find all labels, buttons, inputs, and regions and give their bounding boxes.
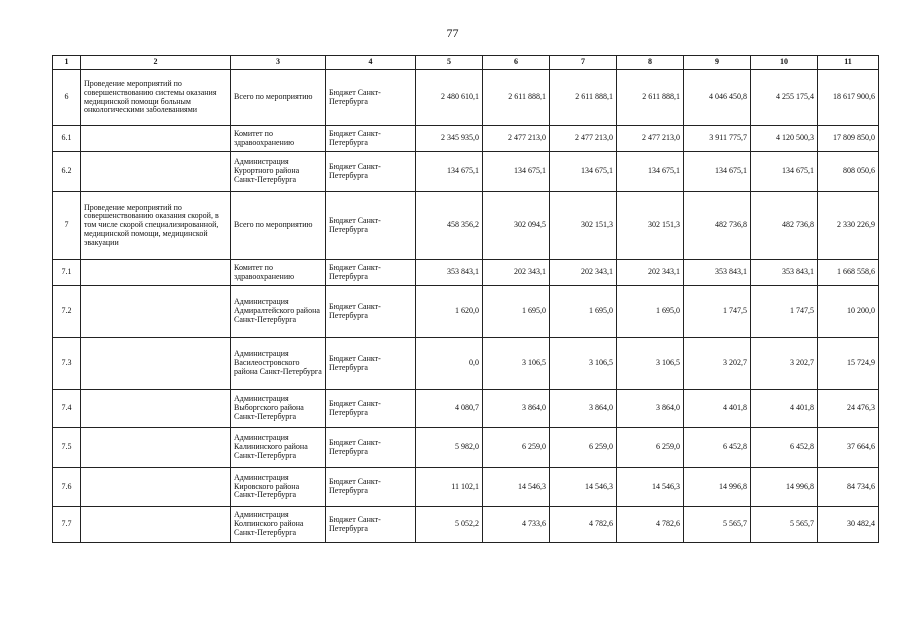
table-row — [53, 468, 879, 507]
amount-col-5: 5 982,0 — [416, 428, 483, 468]
amount-col-6: 2 477 213,0 — [483, 126, 550, 152]
executor: Администрация Кировского района Санкт-Петербурга — [231, 468, 326, 507]
amount-col-10: 4 401,8 — [751, 390, 818, 428]
amount-col-9: 4 046 450,8 — [684, 70, 751, 126]
budget-table — [52, 55, 879, 543]
amount-col-5: 4 080,7 — [416, 390, 483, 428]
table-row — [53, 428, 879, 468]
amount-col-7: 134 675,1 — [550, 152, 617, 192]
column-header: 7 — [550, 56, 617, 70]
amount-total: 17 809 850,0 — [818, 126, 879, 152]
activity-description: Проведение мероприятий по совершенствованию оказания скорой, в том числе скорой специализированной, медицинской помощи, медицинской эвакуации — [81, 192, 231, 260]
amount-col-6: 134 675,1 — [483, 152, 550, 192]
amount-col-10: 14 996,8 — [751, 468, 818, 507]
page-number: 77 — [446, 26, 459, 40]
amount-col-5: 11 102,1 — [416, 468, 483, 507]
executor: Администрация Калининского района Санкт-Петербурга — [231, 428, 326, 468]
row-number: 7.6 — [53, 468, 81, 507]
amount-col-8: 3 864,0 — [617, 390, 684, 428]
amount-col-5: 1 620,0 — [416, 286, 483, 338]
amount-col-5: 353 843,1 — [416, 260, 483, 286]
funding-source: Бюджет Санкт-Петербурга — [326, 192, 416, 260]
amount-col-8: 302 151,3 — [617, 192, 684, 260]
funding-source: Бюджет Санкт-Петербурга — [326, 70, 416, 126]
activity-description — [81, 390, 231, 428]
column-header: 10 — [751, 56, 818, 70]
amount-col-9: 1 747,5 — [684, 286, 751, 338]
amount-col-10: 6 452,8 — [751, 428, 818, 468]
column-header: 11 — [818, 56, 879, 70]
row-number: 7.1 — [53, 260, 81, 286]
amount-col-9: 134 675,1 — [684, 152, 751, 192]
table-row — [53, 338, 879, 390]
activity-description — [81, 507, 231, 543]
amount-col-5: 2 480 610,1 — [416, 70, 483, 126]
funding-source: Бюджет Санкт-Петербурга — [326, 507, 416, 543]
amount-total: 2 330 226,9 — [818, 192, 879, 260]
funding-source: Бюджет Санкт-Петербурга — [326, 286, 416, 338]
amount-col-8: 6 259,0 — [617, 428, 684, 468]
amount-col-8: 4 782,6 — [617, 507, 684, 543]
amount-total: 37 664,6 — [818, 428, 879, 468]
amount-col-7: 3 106,5 — [550, 338, 617, 390]
amount-col-7: 1 695,0 — [550, 286, 617, 338]
amount-col-8: 3 106,5 — [617, 338, 684, 390]
amount-col-9: 5 565,7 — [684, 507, 751, 543]
amount-col-8: 202 343,1 — [617, 260, 684, 286]
column-header: 6 — [483, 56, 550, 70]
row-number: 7.2 — [53, 286, 81, 338]
table-row — [53, 126, 879, 152]
amount-col-9: 6 452,8 — [684, 428, 751, 468]
amount-col-9: 14 996,8 — [684, 468, 751, 507]
amount-col-6: 4 733,6 — [483, 507, 550, 543]
amount-col-10: 353 843,1 — [751, 260, 818, 286]
amount-total: 10 200,0 — [818, 286, 879, 338]
row-number: 7.7 — [53, 507, 81, 543]
amount-col-7: 2 477 213,0 — [550, 126, 617, 152]
amount-col-5: 0,0 — [416, 338, 483, 390]
activity-description — [81, 468, 231, 507]
amount-col-10: 134 675,1 — [751, 152, 818, 192]
amount-col-8: 14 546,3 — [617, 468, 684, 507]
funding-source: Бюджет Санкт-Петербурга — [326, 428, 416, 468]
column-header: 8 — [617, 56, 684, 70]
row-number: 7.3 — [53, 338, 81, 390]
amount-col-7: 4 782,6 — [550, 507, 617, 543]
activity-description — [81, 338, 231, 390]
executor: Комитет по здравоохранению — [231, 126, 326, 152]
amount-col-6: 3 864,0 — [483, 390, 550, 428]
amount-col-9: 3 202,7 — [684, 338, 751, 390]
activity-description — [81, 126, 231, 152]
table-row — [53, 286, 879, 338]
column-header: 5 — [416, 56, 483, 70]
table-row — [53, 70, 879, 126]
amount-col-10: 5 565,7 — [751, 507, 818, 543]
funding-source: Бюджет Санкт-Петербурга — [326, 260, 416, 286]
amount-col-8: 134 675,1 — [617, 152, 684, 192]
amount-total: 84 734,6 — [818, 468, 879, 507]
activity-description — [81, 152, 231, 192]
amount-col-6: 14 546,3 — [483, 468, 550, 507]
amount-col-10: 4 120 500,3 — [751, 126, 818, 152]
amount-col-7: 6 259,0 — [550, 428, 617, 468]
table-row — [53, 507, 879, 543]
activity-description — [81, 286, 231, 338]
executor: Комитет по здравоохранению — [231, 260, 326, 286]
executor: Администрация Выборгского района Санкт-Петербурга — [231, 390, 326, 428]
executor: Администрация Курортного района Санкт-Петербурга — [231, 152, 326, 192]
amount-col-10: 1 747,5 — [751, 286, 818, 338]
amount-col-7: 302 151,3 — [550, 192, 617, 260]
activity-description — [81, 428, 231, 468]
amount-total: 15 724,9 — [818, 338, 879, 390]
amount-col-7: 202 343,1 — [550, 260, 617, 286]
amount-col-5: 134 675,1 — [416, 152, 483, 192]
activity-description — [81, 260, 231, 286]
row-number: 6.2 — [53, 152, 81, 192]
column-header: 4 — [326, 56, 416, 70]
column-header: 3 — [231, 56, 326, 70]
amount-col-6: 302 094,5 — [483, 192, 550, 260]
table-row — [53, 192, 879, 260]
table-row — [53, 152, 879, 192]
amount-total: 1 668 558,6 — [818, 260, 879, 286]
amount-col-7: 2 611 888,1 — [550, 70, 617, 126]
row-number: 6 — [53, 70, 81, 126]
funding-source: Бюджет Санкт-Петербурга — [326, 152, 416, 192]
amount-col-9: 353 843,1 — [684, 260, 751, 286]
amount-col-5: 2 345 935,0 — [416, 126, 483, 152]
column-header: 9 — [684, 56, 751, 70]
table-row — [53, 260, 879, 286]
amount-col-9: 3 911 775,7 — [684, 126, 751, 152]
amount-col-9: 482 736,8 — [684, 192, 751, 260]
row-number: 7.4 — [53, 390, 81, 428]
column-header: 1 — [53, 56, 81, 70]
row-number: 7 — [53, 192, 81, 260]
funding-source: Бюджет Санкт-Петербурга — [326, 126, 416, 152]
executor: Всего по мероприятию — [231, 192, 326, 260]
executor: Администрация Василеостровского района Санкт-Петербурга — [231, 338, 326, 390]
funding-source: Бюджет Санкт-Петербурга — [326, 468, 416, 507]
amount-col-8: 2 477 213,0 — [617, 126, 684, 152]
amount-col-10: 4 255 175,4 — [751, 70, 818, 126]
amount-col-8: 2 611 888,1 — [617, 70, 684, 126]
amount-col-6: 2 611 888,1 — [483, 70, 550, 126]
header-row — [53, 56, 879, 70]
amount-total: 30 482,4 — [818, 507, 879, 543]
executor: Всего по мероприятию — [231, 70, 326, 126]
amount-col-5: 458 356,2 — [416, 192, 483, 260]
amount-col-7: 3 864,0 — [550, 390, 617, 428]
amount-col-9: 4 401,8 — [684, 390, 751, 428]
amount-total: 24 476,3 — [818, 390, 879, 428]
amount-col-6: 1 695,0 — [483, 286, 550, 338]
amount-total: 18 617 900,6 — [818, 70, 879, 126]
row-number: 6.1 — [53, 126, 81, 152]
amount-col-8: 1 695,0 — [617, 286, 684, 338]
amount-col-6: 3 106,5 — [483, 338, 550, 390]
amount-col-10: 482 736,8 — [751, 192, 818, 260]
funding-source: Бюджет Санкт-Петербурга — [326, 390, 416, 428]
amount-col-6: 202 343,1 — [483, 260, 550, 286]
amount-col-7: 14 546,3 — [550, 468, 617, 507]
executor: Администрация Адмиралтейского района Санкт-Петербурга — [231, 286, 326, 338]
amount-col-5: 5 052,2 — [416, 507, 483, 543]
table-row — [53, 390, 879, 428]
column-header: 2 — [81, 56, 231, 70]
row-number: 7.5 — [53, 428, 81, 468]
activity-description: Проведение мероприятий по совершенствованию системы оказания медицинской помощи больным онкологическими заболеваниями — [81, 70, 231, 126]
amount-total: 808 050,6 — [818, 152, 879, 192]
amount-col-10: 3 202,7 — [751, 338, 818, 390]
funding-source: Бюджет Санкт-Петербурга — [326, 338, 416, 390]
executor: Администрация Колпинского района Санкт-Петербурга — [231, 507, 326, 543]
amount-col-6: 6 259,0 — [483, 428, 550, 468]
